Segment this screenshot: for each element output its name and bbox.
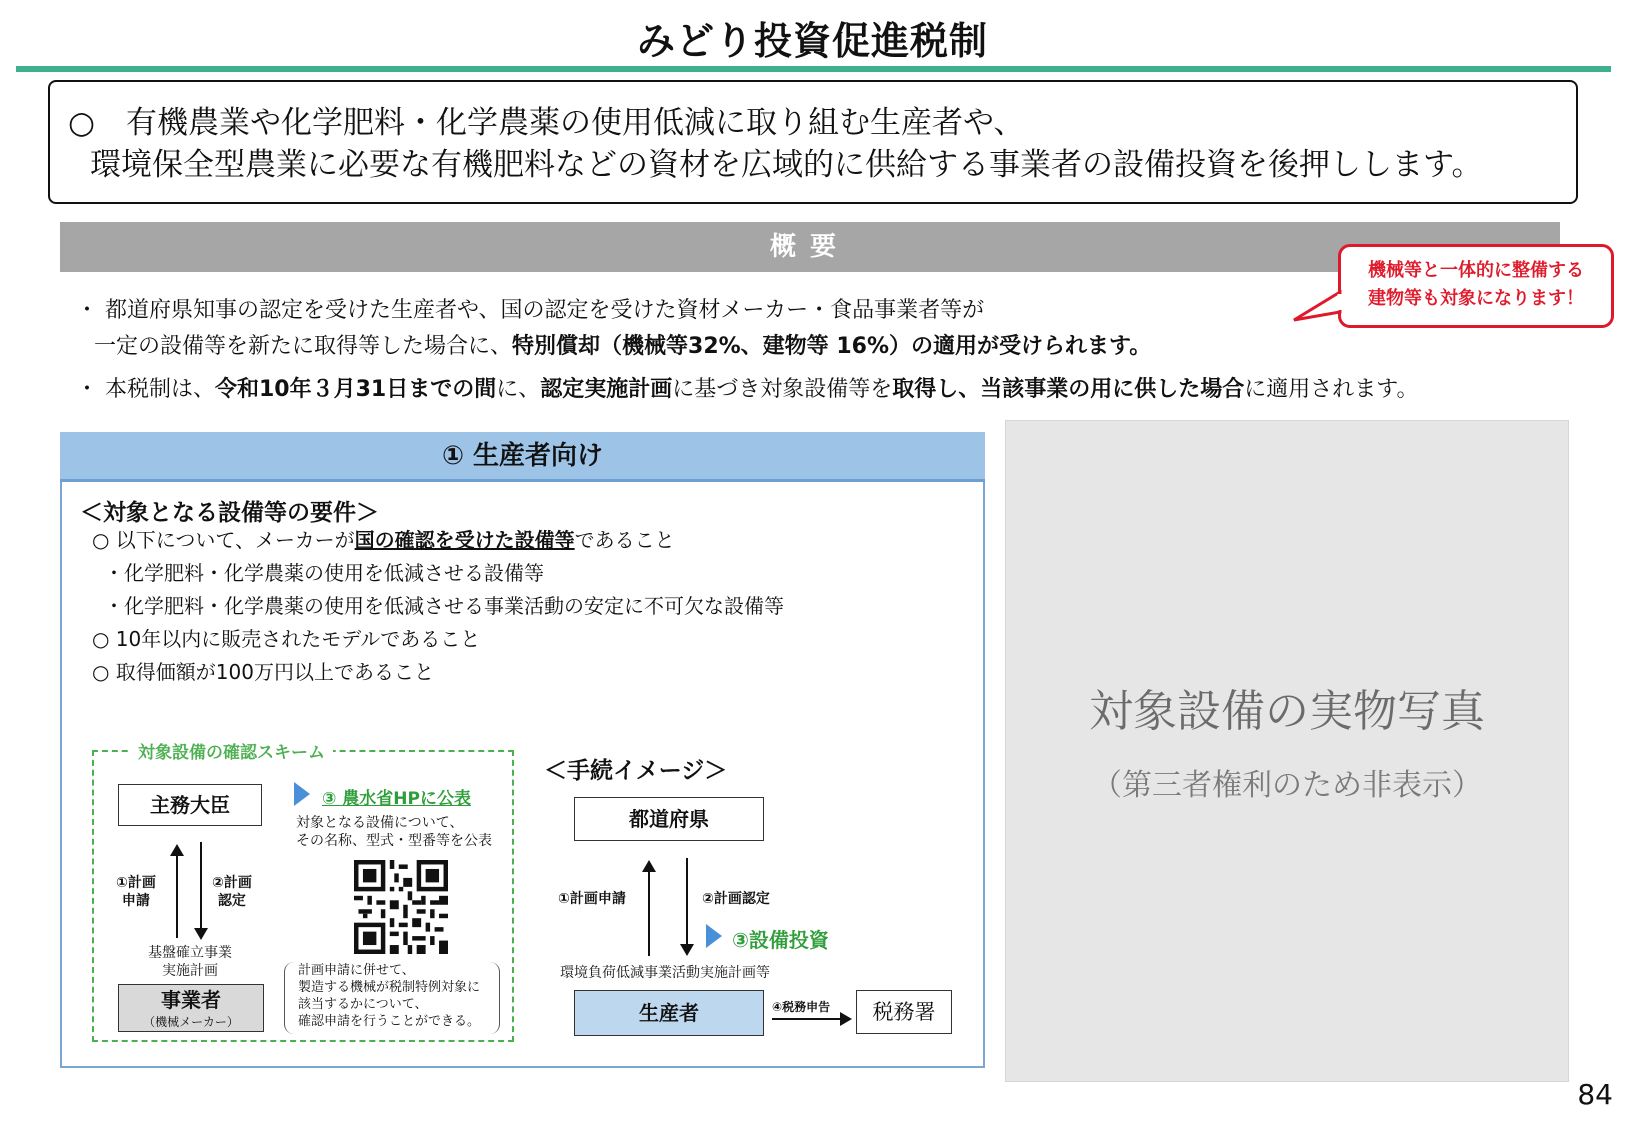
requirements-title: ＜対象となる設備等の要件＞ (80, 500, 379, 526)
arrow-down-line (200, 842, 202, 928)
scheme-plan-approve: ②計画 認定 (212, 875, 252, 909)
scheme-plan-apply: ①計画 申請 (116, 875, 156, 909)
procedure-step-4: ④税務申告 (772, 1000, 831, 1014)
photo-placeholder (1005, 420, 1569, 1082)
requirement-1 (92, 524, 675, 556)
publish-label: ③ 農水省HPに公表 (322, 789, 471, 809)
prefecture-box: 都道府県 (574, 797, 764, 841)
procedure-title: ＜手続イメージ＞ (544, 758, 728, 784)
base-plan-label (120, 944, 260, 980)
overview-bullet-1-line-b (94, 329, 1151, 365)
callout-line-1: 機械等と一体的に整備する (1368, 260, 1584, 281)
overview-bullet-1-text: 一定の設備等を新たに取得等した場合に、 (94, 334, 513, 359)
overview-bullet-2-condition: 取得し、当該事業の用に供した場合 (892, 377, 1245, 402)
confirmation-scheme-label: 対象設備の確認スキーム (130, 738, 333, 763)
overview-bullet-2-plan: 認定実施計画 (540, 377, 673, 402)
tax-arrow-line (772, 1018, 842, 1020)
requirement-1-sub-1: ・化学肥料・化学農薬の使用を低減させる設備等 (104, 561, 544, 585)
overview-header: 概要 (60, 222, 1560, 272)
procedure-step-2: ②計画認定 (702, 891, 770, 907)
invest-arrow-icon (706, 924, 722, 948)
photo-placeholder-note: （第三者権利のため非表示） (1092, 768, 1482, 803)
page-title: みどり投資促進税制 (636, 19, 988, 63)
overview-bullet-2-part: ・ 本税制は、 (76, 377, 215, 402)
minister-box: 主務大臣 (118, 784, 262, 826)
operator-box (118, 984, 264, 1032)
page-number: 84 (1577, 1078, 1613, 1111)
scheme-note-line-4: 確認申請を行うことができる。 (298, 1014, 481, 1029)
arrow-up-icon (170, 844, 184, 856)
overview-bullet-2-deadline: 令和10年３月31日までの間 (215, 377, 497, 402)
summary-box (48, 80, 1578, 204)
requirement-1-sub-2: ・化学肥料・化学農薬の使用を低減させる事業活動の安定に不可欠な設備等 (104, 594, 784, 618)
producer-panel-header: ① 生産者向け (60, 432, 985, 482)
arrow-up-line (176, 852, 178, 938)
procedure-arrow-up-icon (642, 860, 656, 872)
tax-arrow-icon (840, 1012, 852, 1026)
overview-bullet-2 (76, 372, 1419, 408)
requirement-1-text: であること (574, 528, 675, 552)
scheme-note (298, 962, 480, 1030)
overview-bullet-2-part: に適用されます。 (1244, 377, 1419, 402)
arrow-down-icon (194, 928, 208, 940)
requirement-3: ○ 取得価額が100万円以上であること (92, 660, 434, 684)
procedure-arrow-down-line (686, 858, 688, 946)
publish-arrow-icon (294, 782, 310, 806)
scheme-note-line-3: 該当するかについて、 (298, 997, 428, 1012)
procedure-step-3: ③設備投資 (732, 928, 829, 952)
base-plan-line-1: 基盤確立事業 (148, 945, 232, 961)
procedure-arrow-up-line (648, 868, 650, 956)
overview-bullet-1-emphasis: 特別償却（機械等32%、建物等 16%）の適用が受けられます。 (512, 334, 1152, 359)
summary-line-2: 環境保全型農業に必要な有機肥料などの資材を広域的に供給する事業者の設備投資を後押しします。 (90, 147, 1483, 183)
publish-description (296, 814, 492, 850)
requirement-1-text: ○ 以下について、メーカーが (92, 528, 355, 552)
scheme-note-line-2: 製造する機械が税制特例対象に (298, 980, 481, 995)
tax-office-box: 税務署 (856, 990, 952, 1034)
base-plan-line-2: 実施計画 (162, 963, 218, 979)
scheme-note-line-1: 計画申請に併せて、 (298, 963, 415, 978)
publish-description-line-2: その名称、型式・型番等を公表 (296, 833, 492, 849)
operator-label: 事業者 (161, 988, 221, 1012)
procedure-plan-name: 環境負荷低減事業活動実施計画等 (560, 965, 770, 981)
qr-code-icon (354, 860, 448, 954)
title-divider (16, 66, 1611, 72)
procedure-step-1: ①計画申請 (558, 891, 626, 907)
requirement-1-emphasis: 国の確認を受けた設備等 (354, 528, 575, 552)
callout-bubble (1338, 244, 1614, 328)
summary-line-1: ○ 有機農業や化学肥料・化学農薬の使用低減に取り組む生産者や、 (68, 105, 1025, 141)
overview-bullet-2-part: に基づき対象設備等を (672, 377, 893, 402)
photo-placeholder-title: 対象設備の実物写真 (1089, 686, 1485, 737)
procedure-arrow-down-icon (680, 944, 694, 956)
overview-bullet-1-line-a: ・ 都道府県知事の認定を受けた生産者や、国の認定を受けた資材メーカー・食品事業者等が (76, 298, 985, 323)
operator-sub-label: （機械メーカー） (143, 1015, 239, 1029)
overview-bullet-2-part: に、 (496, 377, 541, 402)
producer-box: 生産者 (574, 990, 764, 1036)
callout-pointer (1290, 290, 1350, 330)
callout-line-2: 建物等も対象になります！ (1368, 288, 1584, 309)
requirement-2: ○ 10年以内に販売されたモデルであること (92, 627, 481, 651)
publish-description-line-1: 対象となる設備について、 (296, 815, 464, 831)
